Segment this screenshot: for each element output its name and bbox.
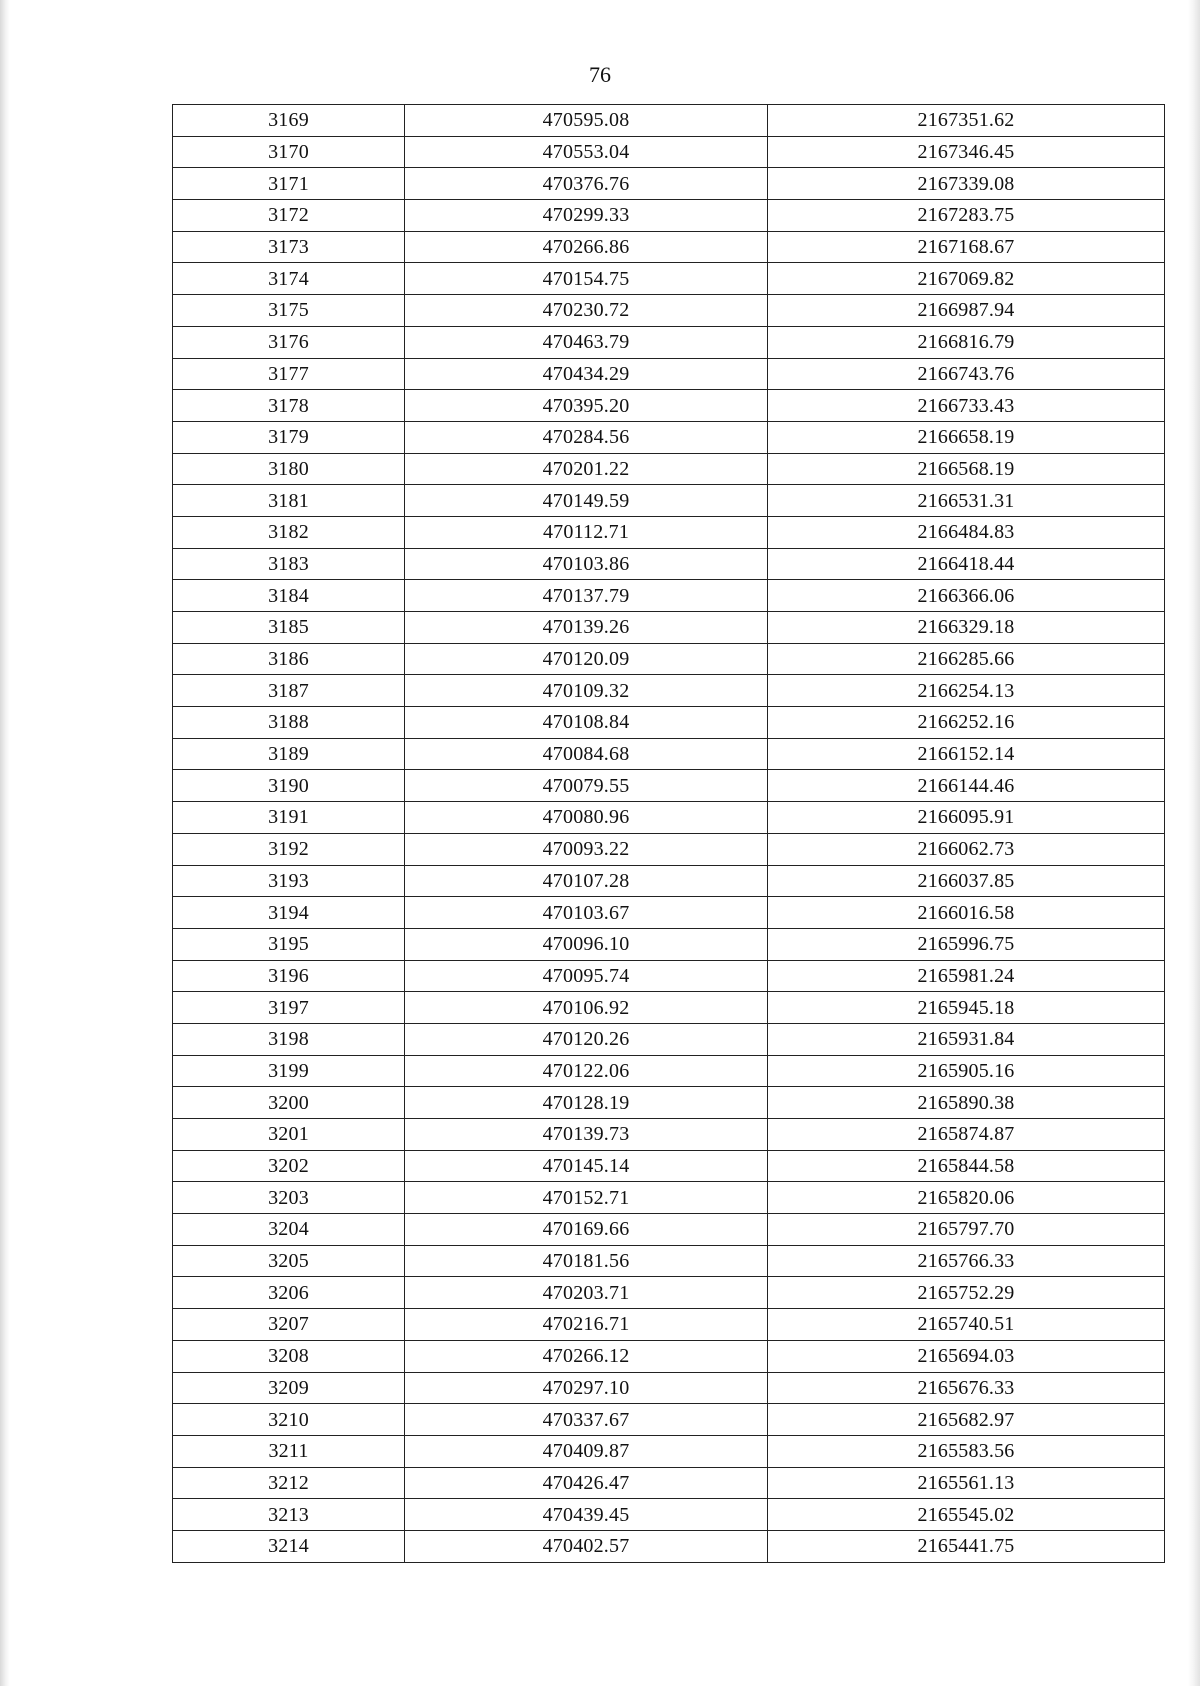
- point-id-cell: 3194: [173, 897, 405, 929]
- y-coordinate-cell: 2167283.75: [768, 200, 1165, 232]
- y-coordinate-cell: 2165561.13: [768, 1467, 1165, 1499]
- point-id-cell: 3185: [173, 612, 405, 644]
- y-coordinate-cell: 2166987.94: [768, 295, 1165, 327]
- x-coordinate-cell: 470439.45: [405, 1499, 768, 1531]
- table-row: [173, 675, 1165, 707]
- x-coordinate-cell: 470299.33: [405, 200, 768, 232]
- x-coordinate-cell: 470109.32: [405, 675, 768, 707]
- table-row: [173, 1087, 1165, 1119]
- coordinates-table: [172, 104, 1165, 1563]
- x-coordinate-cell: 470106.92: [405, 992, 768, 1024]
- point-id-cell: 3197: [173, 992, 405, 1024]
- y-coordinate-cell: 2165766.33: [768, 1245, 1165, 1277]
- table-row: [173, 326, 1165, 358]
- point-id-cell: 3213: [173, 1499, 405, 1531]
- y-coordinate-cell: 2166366.06: [768, 580, 1165, 612]
- y-coordinate-cell: 2166484.83: [768, 516, 1165, 548]
- y-coordinate-cell: 2167351.62: [768, 105, 1165, 137]
- point-id-cell: 3209: [173, 1372, 405, 1404]
- y-coordinate-cell: 2165740.51: [768, 1309, 1165, 1341]
- table-row: [173, 928, 1165, 960]
- table-row: [173, 485, 1165, 517]
- point-id-cell: 3175: [173, 295, 405, 327]
- table-row: [173, 1214, 1165, 1246]
- scan-edge-left: [0, 0, 10, 1686]
- y-coordinate-cell: 2166658.19: [768, 421, 1165, 453]
- point-id-cell: 3212: [173, 1467, 405, 1499]
- x-coordinate-cell: 470216.71: [405, 1309, 768, 1341]
- point-id-cell: 3187: [173, 675, 405, 707]
- y-coordinate-cell: 2165890.38: [768, 1087, 1165, 1119]
- table-row: [173, 1182, 1165, 1214]
- x-coordinate-cell: 470139.26: [405, 612, 768, 644]
- x-coordinate-cell: 470145.14: [405, 1150, 768, 1182]
- point-id-cell: 3192: [173, 833, 405, 865]
- table-row: [173, 833, 1165, 865]
- x-coordinate-cell: 470120.26: [405, 1023, 768, 1055]
- page-number: 76: [589, 62, 611, 87]
- x-coordinate-cell: 470084.68: [405, 738, 768, 770]
- point-id-cell: 3198: [173, 1023, 405, 1055]
- y-coordinate-cell: 2166816.79: [768, 326, 1165, 358]
- point-id-cell: 3203: [173, 1182, 405, 1214]
- scan-edge-right: [1188, 0, 1200, 1686]
- y-coordinate-cell: 2166531.31: [768, 485, 1165, 517]
- y-coordinate-cell: 2166037.85: [768, 865, 1165, 897]
- table-row: [173, 516, 1165, 548]
- point-id-cell: 3172: [173, 200, 405, 232]
- x-coordinate-cell: 470103.86: [405, 548, 768, 580]
- table-row: [173, 168, 1165, 200]
- table-row: [173, 865, 1165, 897]
- y-coordinate-cell: 2165931.84: [768, 1023, 1165, 1055]
- x-coordinate-cell: 470154.75: [405, 263, 768, 295]
- table-row: [173, 643, 1165, 675]
- y-coordinate-cell: 2165545.02: [768, 1499, 1165, 1531]
- y-coordinate-cell: 2165797.70: [768, 1214, 1165, 1246]
- point-id-cell: 3178: [173, 390, 405, 422]
- table-row: [173, 421, 1165, 453]
- table-row: [173, 105, 1165, 137]
- table-row: [173, 1404, 1165, 1436]
- point-id-cell: 3201: [173, 1119, 405, 1151]
- table-row: [173, 548, 1165, 580]
- table-row: [173, 1309, 1165, 1341]
- point-id-cell: 3190: [173, 770, 405, 802]
- point-id-cell: 3169: [173, 105, 405, 137]
- x-coordinate-cell: 470337.67: [405, 1404, 768, 1436]
- x-coordinate-cell: 470376.76: [405, 168, 768, 200]
- point-id-cell: 3173: [173, 231, 405, 263]
- point-id-cell: 3202: [173, 1150, 405, 1182]
- x-coordinate-cell: 470230.72: [405, 295, 768, 327]
- y-coordinate-cell: 2165874.87: [768, 1119, 1165, 1151]
- x-coordinate-cell: 470463.79: [405, 326, 768, 358]
- point-id-cell: 3208: [173, 1340, 405, 1372]
- table-row: [173, 1119, 1165, 1151]
- x-coordinate-cell: 470203.71: [405, 1277, 768, 1309]
- y-coordinate-cell: 2166733.43: [768, 390, 1165, 422]
- y-coordinate-cell: 2166329.18: [768, 612, 1165, 644]
- point-id-cell: 3207: [173, 1309, 405, 1341]
- table-row: [173, 1023, 1165, 1055]
- point-id-cell: 3188: [173, 707, 405, 739]
- coordinates-table-body: [173, 105, 1165, 1563]
- table-row: [173, 1435, 1165, 1467]
- point-id-cell: 3199: [173, 1055, 405, 1087]
- table-row: [173, 802, 1165, 834]
- x-coordinate-cell: 470595.08: [405, 105, 768, 137]
- y-coordinate-cell: 2165583.56: [768, 1435, 1165, 1467]
- y-coordinate-cell: 2166568.19: [768, 453, 1165, 485]
- x-coordinate-cell: 470434.29: [405, 358, 768, 390]
- table-row: [173, 1467, 1165, 1499]
- table-row: [173, 992, 1165, 1024]
- point-id-cell: 3196: [173, 960, 405, 992]
- x-coordinate-cell: 470128.19: [405, 1087, 768, 1119]
- point-id-cell: 3182: [173, 516, 405, 548]
- x-coordinate-cell: 470181.56: [405, 1245, 768, 1277]
- y-coordinate-cell: 2167346.45: [768, 136, 1165, 168]
- y-coordinate-cell: 2166144.46: [768, 770, 1165, 802]
- x-coordinate-cell: 470426.47: [405, 1467, 768, 1499]
- x-coordinate-cell: 470266.12: [405, 1340, 768, 1372]
- point-id-cell: 3179: [173, 421, 405, 453]
- y-coordinate-cell: 2166418.44: [768, 548, 1165, 580]
- x-coordinate-cell: 470553.04: [405, 136, 768, 168]
- x-coordinate-cell: 470093.22: [405, 833, 768, 865]
- table-row: [173, 580, 1165, 612]
- point-id-cell: 3174: [173, 263, 405, 295]
- point-id-cell: 3180: [173, 453, 405, 485]
- table-row: [173, 1055, 1165, 1087]
- table-row: [173, 1150, 1165, 1182]
- x-coordinate-cell: 470095.74: [405, 960, 768, 992]
- table-row: [173, 612, 1165, 644]
- point-id-cell: 3204: [173, 1214, 405, 1246]
- table-row: [173, 263, 1165, 295]
- y-coordinate-cell: 2167069.82: [768, 263, 1165, 295]
- y-coordinate-cell: 2166016.58: [768, 897, 1165, 929]
- point-id-cell: 3214: [173, 1530, 405, 1562]
- x-coordinate-cell: 470266.86: [405, 231, 768, 263]
- table-row: [173, 960, 1165, 992]
- x-coordinate-cell: 470096.10: [405, 928, 768, 960]
- table-row: [173, 1277, 1165, 1309]
- table-row: [173, 770, 1165, 802]
- point-id-cell: 3205: [173, 1245, 405, 1277]
- y-coordinate-cell: 2166062.73: [768, 833, 1165, 865]
- y-coordinate-cell: 2166252.16: [768, 707, 1165, 739]
- table-row: [173, 1245, 1165, 1277]
- table-row: [173, 136, 1165, 168]
- x-coordinate-cell: 470120.09: [405, 643, 768, 675]
- x-coordinate-cell: 470409.87: [405, 1435, 768, 1467]
- table-row: [173, 1372, 1165, 1404]
- y-coordinate-cell: 2166285.66: [768, 643, 1165, 675]
- y-coordinate-cell: 2165752.29: [768, 1277, 1165, 1309]
- y-coordinate-cell: 2167168.67: [768, 231, 1165, 263]
- y-coordinate-cell: 2165682.97: [768, 1404, 1165, 1436]
- x-coordinate-cell: 470139.73: [405, 1119, 768, 1151]
- y-coordinate-cell: 2165676.33: [768, 1372, 1165, 1404]
- point-id-cell: 3171: [173, 168, 405, 200]
- point-id-cell: 3177: [173, 358, 405, 390]
- table-row: [173, 897, 1165, 929]
- x-coordinate-cell: 470137.79: [405, 580, 768, 612]
- x-coordinate-cell: 470201.22: [405, 453, 768, 485]
- y-coordinate-cell: 2165981.24: [768, 960, 1165, 992]
- y-coordinate-cell: 2165905.16: [768, 1055, 1165, 1087]
- x-coordinate-cell: 470152.71: [405, 1182, 768, 1214]
- table-row: [173, 707, 1165, 739]
- x-coordinate-cell: 470402.57: [405, 1530, 768, 1562]
- table-row: [173, 390, 1165, 422]
- point-id-cell: 3176: [173, 326, 405, 358]
- point-id-cell: 3193: [173, 865, 405, 897]
- point-id-cell: 3191: [173, 802, 405, 834]
- x-coordinate-cell: 470122.06: [405, 1055, 768, 1087]
- point-id-cell: 3211: [173, 1435, 405, 1467]
- y-coordinate-cell: 2166095.91: [768, 802, 1165, 834]
- x-coordinate-cell: 470112.71: [405, 516, 768, 548]
- table-row: [173, 200, 1165, 232]
- table-row: [173, 358, 1165, 390]
- table-row: [173, 295, 1165, 327]
- y-coordinate-cell: 2165996.75: [768, 928, 1165, 960]
- point-id-cell: 3186: [173, 643, 405, 675]
- point-id-cell: 3210: [173, 1404, 405, 1436]
- point-id-cell: 3200: [173, 1087, 405, 1119]
- x-coordinate-cell: 470284.56: [405, 421, 768, 453]
- point-id-cell: 3195: [173, 928, 405, 960]
- x-coordinate-cell: 470107.28: [405, 865, 768, 897]
- x-coordinate-cell: 470080.96: [405, 802, 768, 834]
- point-id-cell: 3189: [173, 738, 405, 770]
- x-coordinate-cell: 470079.55: [405, 770, 768, 802]
- x-coordinate-cell: 470169.66: [405, 1214, 768, 1246]
- x-coordinate-cell: 470149.59: [405, 485, 768, 517]
- point-id-cell: 3183: [173, 548, 405, 580]
- point-id-cell: 3181: [173, 485, 405, 517]
- y-coordinate-cell: 2166254.13: [768, 675, 1165, 707]
- table-row: [173, 1530, 1165, 1562]
- y-coordinate-cell: 2165441.75: [768, 1530, 1165, 1562]
- y-coordinate-cell: 2165694.03: [768, 1340, 1165, 1372]
- x-coordinate-cell: 470297.10: [405, 1372, 768, 1404]
- y-coordinate-cell: 2166743.76: [768, 358, 1165, 390]
- x-coordinate-cell: 470108.84: [405, 707, 768, 739]
- y-coordinate-cell: 2165844.58: [768, 1150, 1165, 1182]
- point-id-cell: 3184: [173, 580, 405, 612]
- y-coordinate-cell: 2167339.08: [768, 168, 1165, 200]
- y-coordinate-cell: 2165820.06: [768, 1182, 1165, 1214]
- x-coordinate-cell: 470395.20: [405, 390, 768, 422]
- point-id-cell: 3170: [173, 136, 405, 168]
- point-id-cell: 3206: [173, 1277, 405, 1309]
- y-coordinate-cell: 2166152.14: [768, 738, 1165, 770]
- y-coordinate-cell: 2165945.18: [768, 992, 1165, 1024]
- x-coordinate-cell: 470103.67: [405, 897, 768, 929]
- table-row: [173, 453, 1165, 485]
- table-row: [173, 738, 1165, 770]
- table-row: [173, 231, 1165, 263]
- table-row: [173, 1499, 1165, 1531]
- table-row: [173, 1340, 1165, 1372]
